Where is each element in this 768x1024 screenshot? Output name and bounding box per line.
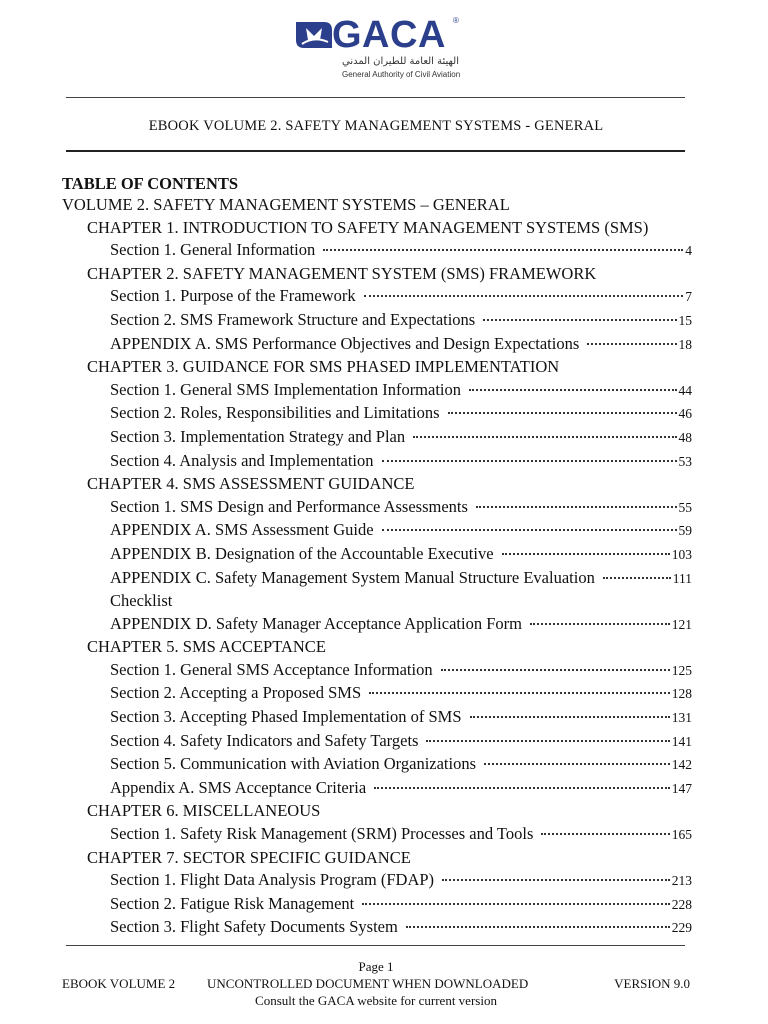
toc-entry-title: APPENDIX B. Designation of the Accountable Executive — [110, 543, 494, 563]
dot-leader — [530, 623, 670, 625]
toc-entry-title: Section 1. Safety Risk Management (SRM) Processes and Tools — [110, 824, 534, 844]
toc-entry-title: Appendix A. SMS Acceptance Criteria — [110, 777, 367, 797]
logo-wordmark: GACA — [332, 14, 446, 56]
dot-leader — [603, 577, 671, 579]
toc-entry-page: 55 — [678, 499, 692, 515]
dot-leader — [362, 903, 669, 905]
dot-leader — [406, 926, 670, 928]
toc-entry[interactable] — [62, 823, 692, 847]
page-number: Page 1 — [358, 959, 394, 974]
footer-note: Consult the GACA website for current version — [255, 993, 497, 1008]
dot-leader — [442, 879, 670, 881]
toc-volume: VOLUME 2. SAFETY MANAGEMENT SYSTEMS – GENERAL — [62, 195, 510, 214]
dot-leader — [382, 529, 677, 531]
dot-leader — [476, 506, 677, 508]
dot-leader — [484, 763, 670, 765]
toc-entry[interactable] — [62, 519, 692, 543]
dot-leader — [369, 692, 670, 694]
dot-leader — [502, 553, 670, 555]
toc-entry[interactable] — [62, 402, 692, 426]
dot-leader — [587, 343, 676, 345]
toc-chapter-6[interactable]: CHAPTER 6. MISCELLANEOUS — [87, 801, 321, 821]
dot-leader — [483, 319, 676, 321]
toc-entry-page: 131 — [671, 710, 692, 726]
toc-entry-title: Section 1. Flight Data Analysis Program (FDAP) — [110, 870, 435, 890]
toc-chapter-7[interactable]: CHAPTER 7. SECTOR SPECIFIC GUIDANCE — [87, 847, 411, 867]
table-of-contents — [62, 174, 692, 940]
toc-entry-title: Section 2. Accepting a Proposed SMS — [110, 683, 362, 703]
toc-entry[interactable] — [62, 730, 692, 754]
toc-entry-title: APPENDIX C. Safety Management System Manual Structure Evaluation — [110, 567, 595, 587]
header-rule-bottom — [66, 150, 685, 152]
toc-entry-title: Section 3. Flight Safety Documents System — [110, 917, 398, 937]
header-rule-top — [66, 97, 685, 98]
toc-entry[interactable] — [62, 753, 692, 777]
toc-entry[interactable] — [62, 777, 692, 801]
toc-entry-title: Section 1. SMS Design and Performance Assessments — [110, 496, 468, 516]
toc-entry-page: 53 — [678, 453, 692, 469]
toc-entry-page: 121 — [671, 616, 692, 632]
toc-entry[interactable] — [62, 333, 692, 357]
toc-entry-title: Section 4. Safety Indicators and Safety Targets — [110, 730, 419, 750]
footer-center: UNCONTROLLED DOCUMENT WHEN DOWNLOADED — [207, 976, 529, 991]
footer-left: EBOOK VOLUME 2 — [62, 976, 176, 991]
toc-chapter-1[interactable]: CHAPTER 1. INTRODUCTION TO SAFETY MANAGEMENT SYSTEMS (SMS) — [87, 217, 649, 237]
toc-entry-title: Section 2. SMS Framework Structure and Expectations — [110, 309, 476, 329]
dot-leader — [448, 412, 677, 414]
toc-entry[interactable] — [62, 450, 692, 474]
toc-entry-page: 48 — [678, 429, 692, 445]
gaca-logo — [290, 14, 465, 80]
toc-entry-page: 165 — [671, 827, 692, 843]
toc-heading: TABLE OF CONTENTS — [62, 174, 239, 193]
toc-entry-title: Section 1. General SMS Implementation Information — [110, 379, 462, 399]
toc-entry[interactable] — [62, 543, 692, 567]
toc-entry[interactable] — [62, 567, 692, 591]
toc-chapter-2[interactable]: CHAPTER 2. SAFETY MANAGEMENT SYSTEM (SMS) FRAMEWORK — [87, 263, 597, 283]
dot-leader — [323, 249, 683, 251]
toc-entry[interactable] — [62, 496, 692, 520]
footer-rule — [66, 945, 685, 946]
toc-entry[interactable] — [62, 239, 692, 263]
toc-entry-title: Section 1. General SMS Acceptance Information — [110, 659, 433, 679]
toc-entry[interactable] — [62, 309, 692, 333]
toc-entry[interactable] — [62, 659, 692, 683]
toc-entry-page: 142 — [671, 757, 692, 773]
toc-entry-page: 228 — [671, 896, 692, 912]
toc-entry-page: 103 — [671, 546, 692, 562]
dot-leader — [413, 436, 676, 438]
toc-entry-page: 46 — [678, 406, 692, 422]
toc-entry-wrap: Checklist — [110, 591, 173, 611]
dot-leader — [470, 716, 670, 718]
toc-chapter-5[interactable]: CHAPTER 5. SMS ACCEPTANCE — [87, 637, 326, 657]
dot-leader — [374, 787, 670, 789]
toc-entry-title: APPENDIX A. SMS Performance Objectives and Design Expectations — [110, 333, 580, 353]
toc-entry[interactable] — [62, 893, 692, 917]
footer-version: VERSION 9.0 — [614, 976, 690, 991]
toc-entry-title: Section 3. Accepting Phased Implementation of SMS — [110, 707, 462, 727]
toc-entry-title: Section 3. Implementation Strategy and Plan — [110, 426, 406, 446]
toc-entry[interactable] — [62, 916, 692, 940]
toc-entry[interactable] — [62, 682, 692, 706]
toc-entry-title: APPENDIX A. SMS Assessment Guide — [110, 520, 374, 540]
toc-entry-page: 7 — [685, 289, 692, 305]
dot-leader — [382, 460, 677, 462]
toc-entry-title: Section 2. Roles, Responsibilities and Limitations — [110, 403, 440, 423]
toc-entry-page: 111 — [672, 570, 692, 586]
toc-entry-page: 128 — [671, 686, 692, 702]
toc-entry-page: 147 — [671, 780, 692, 796]
toc-entry-title: Section 2. Fatigue Risk Management — [110, 893, 355, 913]
dot-leader — [364, 295, 684, 297]
dot-leader — [541, 833, 669, 835]
toc-entry[interactable] — [62, 379, 692, 403]
document-header-title: EBOOK VOLUME 2. SAFETY MANAGEMENT SYSTEMS - GENERAL — [148, 118, 604, 134]
toc-entry[interactable] — [62, 613, 692, 637]
toc-entry-page: 4 — [685, 243, 692, 259]
toc-entry-page: 15 — [678, 312, 692, 328]
dot-leader — [426, 740, 669, 742]
toc-entry-title: Section 1. Purpose of the Framework — [110, 286, 356, 306]
gaca-emblem-icon — [294, 18, 334, 52]
toc-entry-page: 44 — [678, 382, 692, 398]
logo-english-name: General Authority of Civil Aviation — [342, 70, 461, 79]
toc-chapter-3[interactable]: CHAPTER 3. GUIDANCE FOR SMS PHASED IMPLEMENTATION — [87, 357, 560, 377]
toc-entry-page: 229 — [671, 920, 692, 936]
toc-chapter-4[interactable]: CHAPTER 4. SMS ASSESSMENT GUIDANCE — [87, 474, 415, 494]
toc-entry-page: 125 — [671, 662, 692, 678]
registered-mark: ® — [453, 16, 459, 25]
toc-entry-page: 59 — [678, 523, 692, 539]
logo-arabic-name: الهيئة العامة للطيران المدني — [342, 56, 459, 67]
dot-leader — [441, 669, 670, 671]
toc-entry[interactable] — [62, 869, 692, 893]
toc-entry-title: Section 4. Analysis and Implementation — [110, 450, 374, 470]
toc-entry-title: Section 5. Communication with Aviation Organizations — [110, 754, 477, 774]
toc-entry[interactable] — [62, 285, 692, 309]
toc-entry[interactable] — [62, 426, 692, 450]
toc-entry-page: 213 — [671, 873, 692, 889]
toc-entry-title: APPENDIX D. Safety Manager Acceptance Application Form — [110, 613, 522, 633]
toc-entry-page: 141 — [671, 733, 692, 749]
toc-entry[interactable] — [62, 706, 692, 730]
dot-leader — [469, 389, 676, 391]
toc-entry-page: 18 — [678, 336, 692, 352]
toc-entry-title: Section 1. General Information — [110, 240, 316, 260]
